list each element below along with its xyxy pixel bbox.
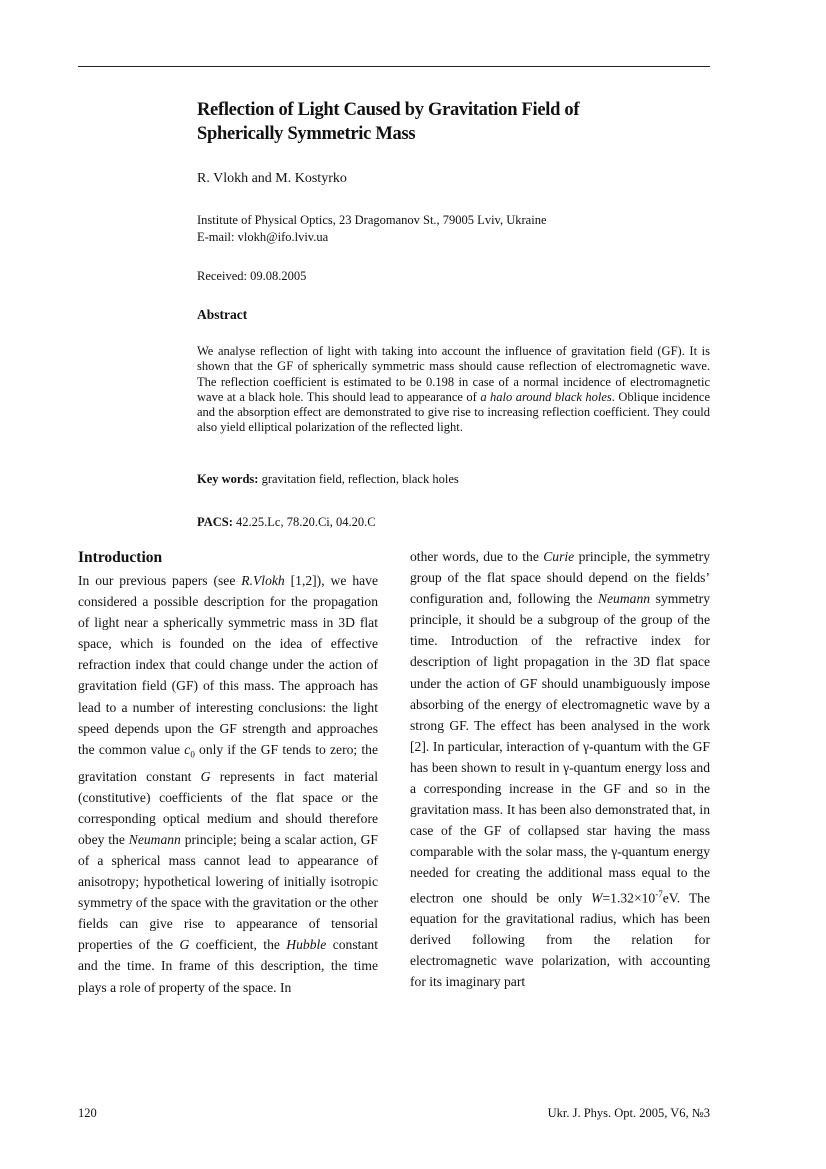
- abstract-heading: Abstract: [197, 307, 248, 322]
- top-rule: [78, 66, 710, 67]
- body-column-left: [78, 546, 378, 998]
- abstract-part-a: We analyse reflection of light with taking into account the influence of gravitation field (GF). It is shown that the GF of spherically symmetric mass should cause reflection of electromagnetic wave. The reflection coefficient is estimated to be 0.198 in case of a normal incidence of electromagnetic wave at a black hole. This should lead to appearance of: [197, 344, 710, 404]
- page-number: 120: [78, 1106, 97, 1120]
- abstract-part-b: . Oblique incidence and the absorption effect are demonstrated to give rise to increasing reflection coefficient. They could also yield elliptical polarization of the reflected light.: [197, 389, 710, 435]
- body-column-right: [410, 546, 710, 993]
- title-line-2: Spherically Symmetric Mass: [197, 124, 416, 144]
- pacs-value: 42.25.Lc, 78.20.Ci, 04.20.C: [232, 515, 376, 529]
- affiliation-block: [197, 212, 547, 246]
- keywords: [197, 472, 459, 487]
- paper-title: [197, 98, 710, 146]
- intro-paragraph-left: In our previous papers (see R.Vlokh [1,2]), we have considered a possible description for the propagation of light near a spherically symmetric mass in 3D flat space, which is founded on the idea of effective refraction index that could change under the action of gravitation field (GF) of this mass. The approach has lead to a number of interesting conclusions: the light speed depends upon the GF strength and approaches the common value $c_0$ only if the GF tends to zero; the gravitation constant G represents in fact material (constitutive) coefficients of the flat space or the corresponding optical medium and should therefore obey the Neumann principle; being a scalar action, GF of a spherical mass cannot lead to appearance of anisotropy; hypothetical lowering of initially isotropic symmetry of the space with the gravitation or the other fields can give rise to appearance of tensorial properties of the G coefficient, the Hubble constant and the time. In frame of this description, the time plays a role of property of the space. In: [78, 573, 379, 995]
- section-heading-introduction: Introduction: [78, 549, 163, 566]
- pacs-label: PACS:: [197, 515, 233, 529]
- affiliation: Institute of Physical Optics, 23 Dragomanov St., 79005 Lviv, Ukraine: [197, 213, 547, 227]
- keywords-label: Key words:: [197, 472, 259, 486]
- abstract-emphasis: a halo around black holes: [480, 389, 612, 404]
- pacs: [197, 515, 376, 530]
- intro-paragraph-right: other words, due to the Curie principle, the symmetry group of the flat space should depend on the fields’ configuration and, following the Neumann symmetry principle, it should be a subgroup of the group of the time. Introduction of the refractive index for description of light propagation in the 3D flat space under the action of GF should unambiguously impose absorbing of the energy of electromagnetic wave by a strong GF. The effect has been analysed in the work [2]. In particular, interaction of γ-quantum with the GF has been shown to result in γ-quantum energy loss and a corresponding increase in the GF and so in the gravitation mass. It has been also demonstrated that, in case of the GF of collapsed star having the mass comparable with the solar mass, the γ-quantum energy needed for creating the additional mass equal to the electron one should be only $W=1.32\times 10^{-7}eV$. The equation for the gravitational radius, which has been derived following from the relation for electromagnetic wave polarization, with accounting for its imaginary part: [410, 549, 711, 990]
- received-date: Received: 09.08.2005: [197, 269, 307, 283]
- abstract-text: [197, 344, 710, 436]
- keywords-value: gravitation field, reflection, black holes: [258, 472, 459, 486]
- title-line-1: Reflection of Light Caused by Gravitation Field of: [197, 100, 580, 120]
- authors: R. Vlokh and M. Kostyrko: [197, 171, 347, 186]
- journal-citation: Ukr. J. Phys. Opt. 2005, V6, №3: [547, 1106, 710, 1120]
- email: E-mail: vlokh@ifo.lviv.ua: [197, 230, 329, 244]
